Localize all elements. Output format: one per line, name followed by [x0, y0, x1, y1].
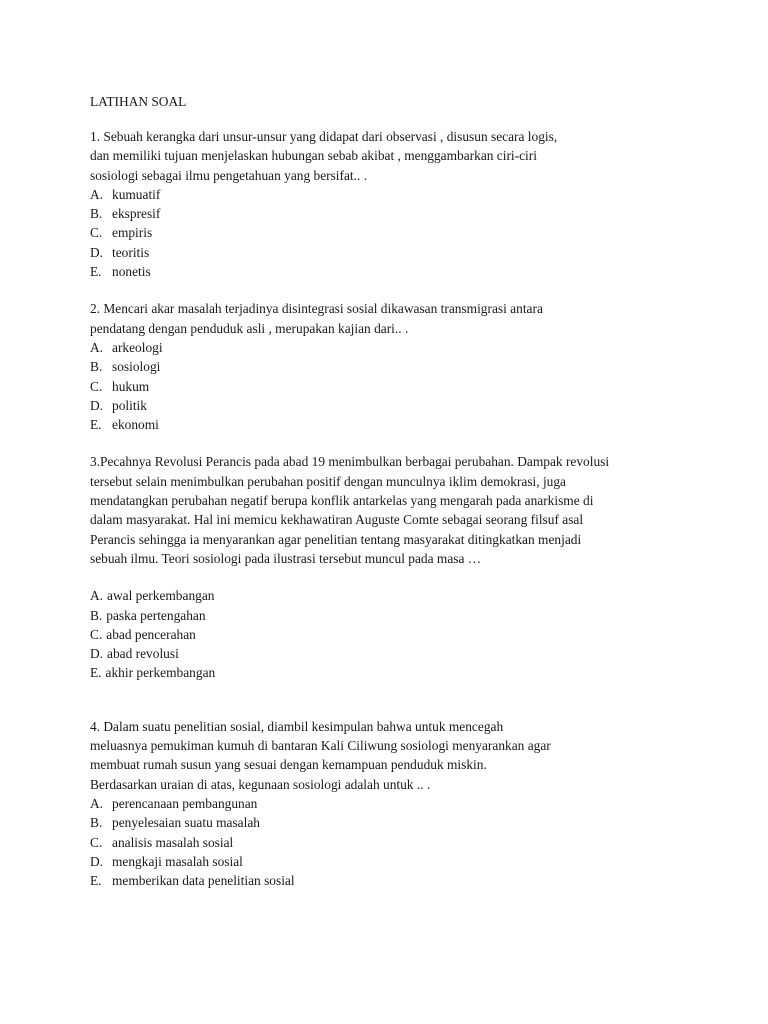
question-text-line: meluasnya pemukiman kumuh di bantaran Kali Ciliwung sosiologi menyarankan agar — [90, 738, 551, 754]
option-text: hukum — [112, 378, 150, 394]
answer-option-b — [90, 813, 690, 832]
option-letter: B. — [90, 607, 103, 623]
question-text-line: dan memiliki tujuan menjelaskan hubungan sebab akibat , menggambarkan ciri-ciri — [90, 148, 537, 164]
question-text-line: 2. Mencari akar masalah terjadinya disintegrasi sosial dikawasan transmigrasi antara — [90, 301, 543, 317]
option-text: nonetis — [112, 264, 151, 280]
option-text: akhir perkembangan — [105, 665, 216, 681]
option-text: empiris — [112, 225, 153, 241]
option-letter: A. — [90, 588, 104, 604]
question-text-line: pendatang dengan penduduk asli , merupakan kajian dari.. . — [90, 320, 409, 336]
answer-option-d — [90, 644, 690, 663]
option-letter: B. — [90, 815, 103, 831]
answer-option-b — [90, 606, 690, 625]
answer-option-a — [90, 586, 690, 605]
answer-option-c — [90, 223, 690, 242]
question-text-line: 3.Pecahnya Revolusi Perancis pada abad 19 menimbulkan berbagai perubahan. Dampak revolusi — [90, 454, 610, 470]
question-text-line: sosiologi sebagai ilmu pengetahuan yang bersifat.. . — [90, 167, 368, 183]
option-text: abad revolusi — [107, 646, 179, 662]
answer-options — [90, 185, 690, 281]
option-letter: B. — [90, 359, 103, 375]
option-text: penyelesaian suatu masalah — [112, 815, 260, 831]
question-3 — [90, 452, 690, 682]
option-text: perencanaan pembangunan — [112, 795, 258, 811]
option-letter: C. — [90, 626, 103, 642]
option-text: memberikan data penelitian sosial — [112, 873, 295, 889]
page-title: LATIHAN SOAL — [90, 94, 187, 109]
option-letter: C. — [90, 225, 103, 241]
answer-option-d — [90, 852, 690, 871]
option-text: politik — [112, 397, 147, 413]
question-text-line: tersebut selain menimbulkan perubahan positif dengan munculnya iklim demokrasi, juga — [90, 473, 566, 489]
answer-option-e — [90, 262, 690, 281]
answer-option-c — [90, 833, 690, 852]
answer-option-c — [90, 625, 690, 644]
option-text: ekonomi — [112, 417, 159, 433]
document-page — [90, 92, 690, 890]
question-1 — [90, 127, 690, 281]
option-letter: C. — [90, 378, 103, 394]
option-text: awal perkembangan — [107, 588, 215, 604]
answer-option-d — [90, 243, 690, 262]
option-letter: E. — [90, 264, 102, 280]
question-text-line: dalam masyarakat. Hal ini memicu kekhawatiran Auguste Comte sebagai seorang filsuf asal — [90, 512, 584, 528]
option-letter: D. — [90, 397, 104, 413]
option-letter: E. — [90, 417, 102, 433]
question-text-line: 4. Dalam suatu penelitian sosial, diambil kesimpulan bahwa untuk mencegah — [90, 718, 504, 734]
answer-option-a — [90, 185, 690, 204]
answer-option-c — [90, 377, 690, 396]
option-letter: A. — [90, 186, 104, 202]
option-letter: B. — [90, 206, 103, 222]
question-text-line: membuat rumah susun yang sesuai dengan kemampuan penduduk miskin. — [90, 757, 487, 773]
option-letter: D. — [90, 853, 104, 869]
option-text: ekspresif — [112, 206, 161, 222]
question-text-line: Perancis sehingga ia menyarankan agar penelitian tentang masyarakat ditingkatkan menjadi — [90, 531, 582, 547]
question-text-line: Berdasarkan uraian di atas, kegunaan sosiologi adalah untuk .. . — [90, 776, 431, 792]
option-letter: A. — [90, 339, 104, 355]
question-text-line: 1. Sebuah kerangka dari unsur-unsur yang didapat dari observasi , disusun secara logis, — [90, 129, 558, 144]
option-letter: E. — [90, 873, 102, 889]
option-text: arkeologi — [112, 339, 163, 355]
answer-option-d — [90, 396, 690, 415]
option-text: kumuatif — [112, 186, 161, 202]
option-text: abad pencerahan — [106, 626, 196, 642]
answer-options — [90, 794, 690, 890]
answer-option-e — [90, 415, 690, 434]
question-text-line: mendatangkan perubahan negatif berupa konflik antarkelas yang mengarah pada anarkisme di — [90, 493, 594, 509]
answer-option-e — [90, 663, 690, 682]
answer-option-b — [90, 357, 690, 376]
answer-option-a — [90, 794, 690, 813]
option-letter: E. — [90, 665, 102, 681]
question-4 — [90, 717, 690, 891]
option-letter: D. — [90, 244, 104, 260]
option-text: sosiologi — [112, 359, 161, 375]
question-2 — [90, 299, 690, 434]
option-text: teoritis — [112, 244, 150, 260]
answer-option-a — [90, 338, 690, 357]
question-text-line: sebuah ilmu. Teori sosiologi pada ilustrasi tersebut muncul pada masa … — [90, 550, 482, 566]
answer-option-e — [90, 871, 690, 890]
option-text: paska pertengahan — [106, 607, 206, 623]
option-letter: D. — [90, 646, 104, 662]
option-text: analisis masalah sosial — [112, 834, 234, 850]
option-letter: C. — [90, 834, 103, 850]
answer-option-b — [90, 204, 690, 223]
answer-options — [90, 338, 690, 434]
option-text: mengkaji masalah sosial — [112, 853, 243, 869]
answer-options — [90, 586, 690, 682]
option-letter: A. — [90, 795, 104, 811]
question-text — [90, 452, 690, 568]
